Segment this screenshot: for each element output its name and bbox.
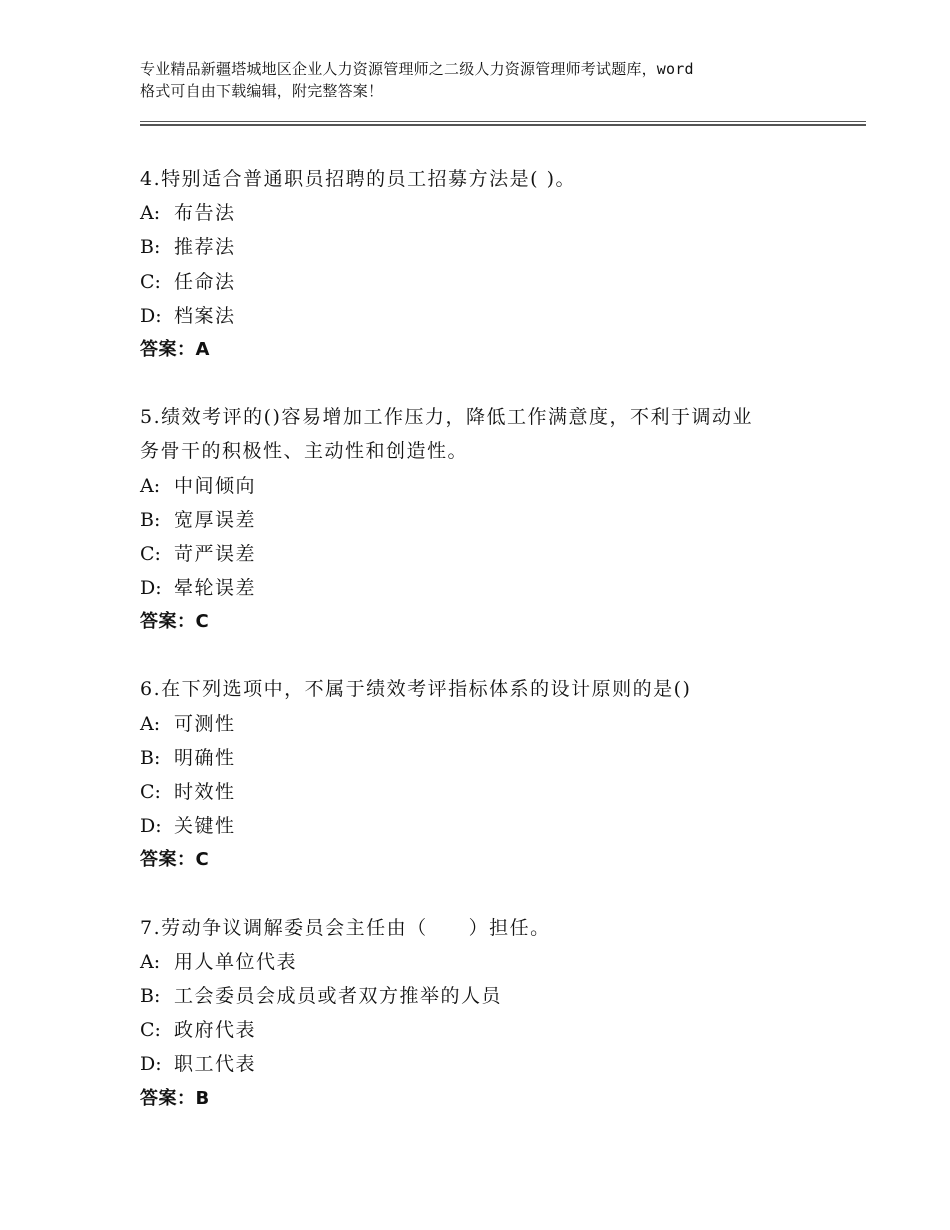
question-list (140, 162, 840, 1149)
answer-option (140, 469, 840, 503)
question-block (140, 672, 840, 877)
document-header (140, 58, 840, 102)
answer-option (140, 537, 840, 571)
question-stem: 5.绩效考评的()容易增加工作压力，降低工作满意度，不利于调动业 (140, 406, 753, 429)
question-block (140, 162, 840, 367)
answer-option (140, 265, 840, 299)
question-block (140, 911, 840, 1116)
answer-option (140, 945, 840, 979)
option-letter: D: (140, 304, 162, 327)
option-text: 中间倾向 (174, 474, 257, 497)
option-letter: C: (140, 270, 161, 293)
option-text: 布告法 (174, 202, 236, 225)
header-divider-thick (140, 124, 866, 126)
option-letter: D: (140, 1053, 162, 1076)
option-letter: C: (140, 1019, 161, 1042)
option-letter: B: (140, 236, 161, 259)
option-text: 任命法 (174, 270, 236, 293)
header-line-2: 格式可自由下载编辑，附完整答案！ (140, 82, 384, 100)
answer-option (140, 571, 840, 605)
header-divider-thin (140, 121, 866, 122)
option-letter: C: (140, 781, 161, 803)
option-text: 可测性 (174, 712, 236, 735)
answer-key: 答案：A (140, 338, 210, 360)
option-text: 宽厚误差 (174, 508, 257, 531)
question-stem: 4.特别适合普通职员招聘的员工招募方法是( )。 (140, 168, 576, 190)
option-text: 时效性 (174, 781, 236, 803)
option-text: 晕轮误差 (174, 577, 257, 600)
answer-option (140, 230, 840, 264)
option-letter: A: (140, 712, 161, 735)
option-letter: A: (140, 202, 161, 225)
answer-key: 答案：C (140, 611, 210, 633)
answer-option (140, 707, 840, 741)
answer-option (140, 1047, 840, 1081)
answer-option (140, 503, 840, 537)
option-text: 用人单位代表 (174, 950, 298, 973)
question-stem: 务骨干的积极性、主动性和创造性。 (140, 440, 469, 463)
option-letter: A: (140, 950, 161, 973)
option-text: 工会委员会成员或者双方推举的人员 (174, 984, 503, 1007)
option-text: 明确性 (174, 746, 236, 769)
answer-option (140, 1013, 840, 1047)
option-text: 职工代表 (174, 1053, 257, 1076)
answer-option (140, 196, 840, 230)
option-text: 关键性 (174, 815, 236, 838)
option-text: 档案法 (174, 304, 236, 327)
question-stem: 7.劳动争议调解委员会主任由（ ）担任。 (140, 916, 551, 939)
option-text: 政府代表 (174, 1019, 257, 1042)
question-stem: 6.在下列选项中，不属于绩效考评指标体系的设计原则的是() (140, 678, 692, 701)
question-block (140, 400, 840, 639)
option-text: 苛严误差 (174, 542, 257, 565)
option-letter: D: (140, 815, 162, 838)
option-letter: D: (140, 577, 162, 600)
answer-key: 答案：C (140, 849, 210, 871)
header-line-1: 专业精品新疆塔城地区企业人力资源管理师之二级人力资源管理师考试题库，word (140, 60, 694, 78)
answer-option (140, 299, 840, 333)
answer-option (140, 809, 840, 843)
answer-option (140, 775, 840, 809)
option-letter: A: (140, 474, 161, 497)
option-text: 推荐法 (174, 236, 236, 259)
option-letter: B: (140, 508, 161, 531)
answer-key: 答案：B (140, 1087, 210, 1109)
option-letter: B: (140, 984, 161, 1007)
option-letter: B: (140, 746, 161, 769)
answer-option (140, 741, 840, 775)
answer-option (140, 979, 840, 1013)
option-letter: C: (140, 542, 161, 565)
